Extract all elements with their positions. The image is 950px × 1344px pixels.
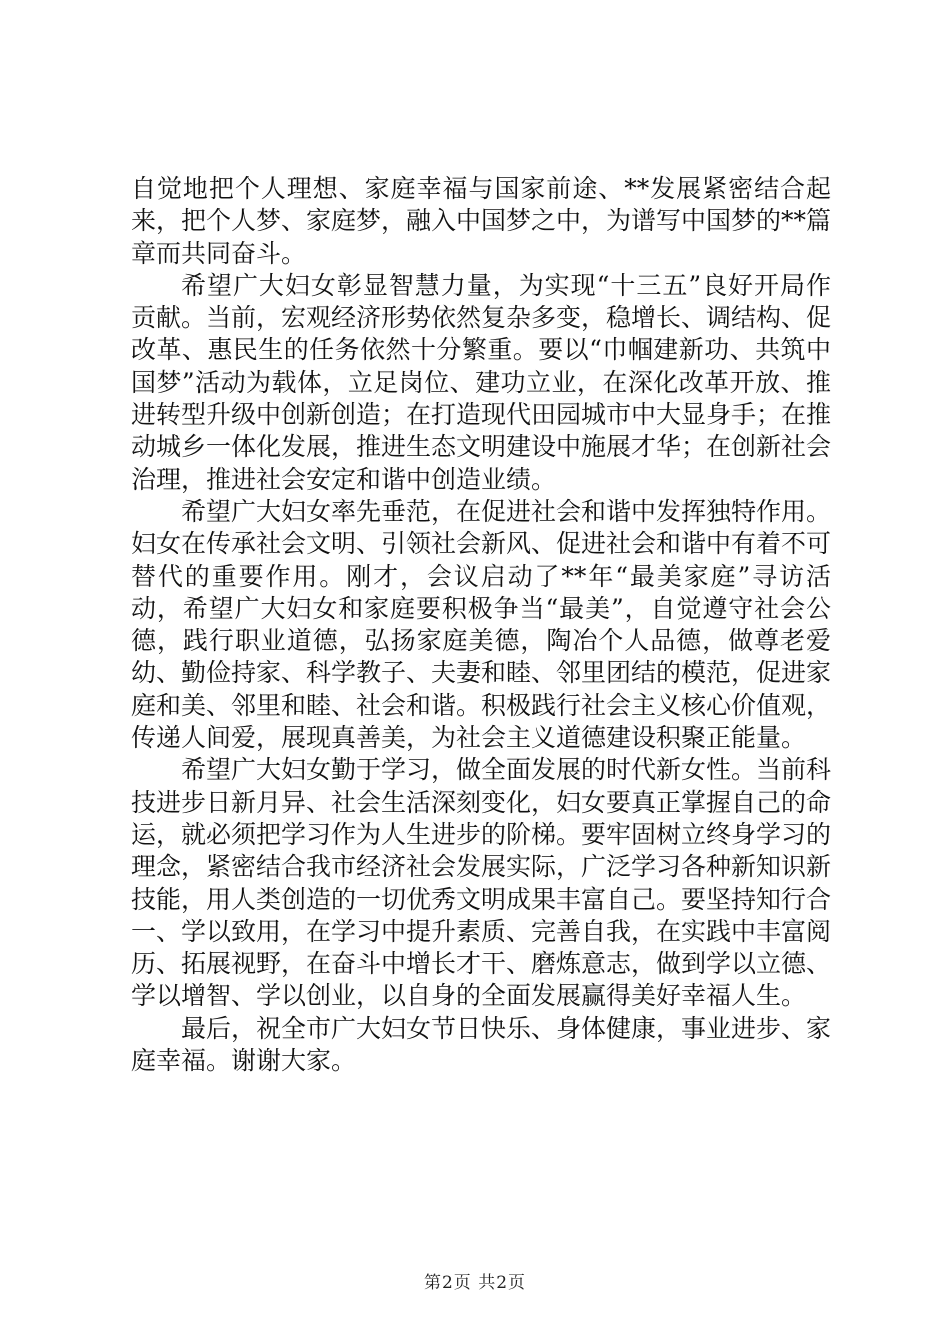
paragraph-4: 希望广大妇女勤于学习，做全面发展的时代新女性。当前科技进步日新月异、社会生活深刻变化，妇女要真正掌握自己的命运，就必须把学习作为人生进步的阶梯。要牢固树立终身学习的理念，紧密结合我市经济社会发展实际，广泛学习各种新知识新技能，用人类创造的一切优秀文明成果丰富自己。要坚持知行合一、学以致用，在学习中提升素质、完善自我，在实践中丰富阅历、拓展视野，在奋斗中增长才干、磨炼意志，做到学以立德、学以增智、学以创业，以自身的全面发展赢得美好幸福人生。 <box>131 755 832 1011</box>
document-body <box>131 173 831 1077</box>
page-footer: 第2页 共2页 <box>423 1273 527 1293</box>
paragraph-5: 最后，祝全市广大妇女节日快乐、身体健康，事业进步、家庭幸福。谢谢大家。 <box>131 1013 832 1076</box>
paragraph-2: 希望广大妇女彰显智慧力量，为实现“十三五”良好开局作贡献。当前，宏观经济形势依然复杂多变，稳增长、调结构、促改革、惠民生的任务依然十分繁重。要以“巾帼建新功、共筑中国梦”活动为载体，立足岗位、建功立业，在深化改革开放、推进转型升级中创新创造；在打造现代田园城市中大显身手；在推动城乡一体化发展，推进生态文明建设中施展才华；在创新社会治理，推进社会安定和谐中创造业绩。 <box>131 270 832 494</box>
paragraph-1: 自觉地把个人理想、家庭幸福与国家前途、**发展紧密结合起来，把个人梦、家庭梦，融入中国梦之中，为谱写中国梦的**篇章而共同奋斗。 <box>131 174 832 268</box>
paragraph-3: 希望广大妇女率先垂范，在促进社会和谐中发挥独特作用。妇女在传承社会文明、引领社会新风、促进社会和谐中有着不可替代的重要作用。刚才，会议启动了**年“最美家庭”寻访活动，希望广大妇女和家庭要积极争当“最美”，自觉遵守社会公德，践行职业道德，弘扬家庭美德，陶冶个人品德，做尊老爱幼、勤俭持家、科学教子、夫妻和睦、邻里团结的模范，促进家庭和美、邻里和睦、社会和谐。积极践行社会主义核心价值观，传递人间爱，展现真善美，为社会主义道德建设积聚正能量。 <box>131 496 832 753</box>
